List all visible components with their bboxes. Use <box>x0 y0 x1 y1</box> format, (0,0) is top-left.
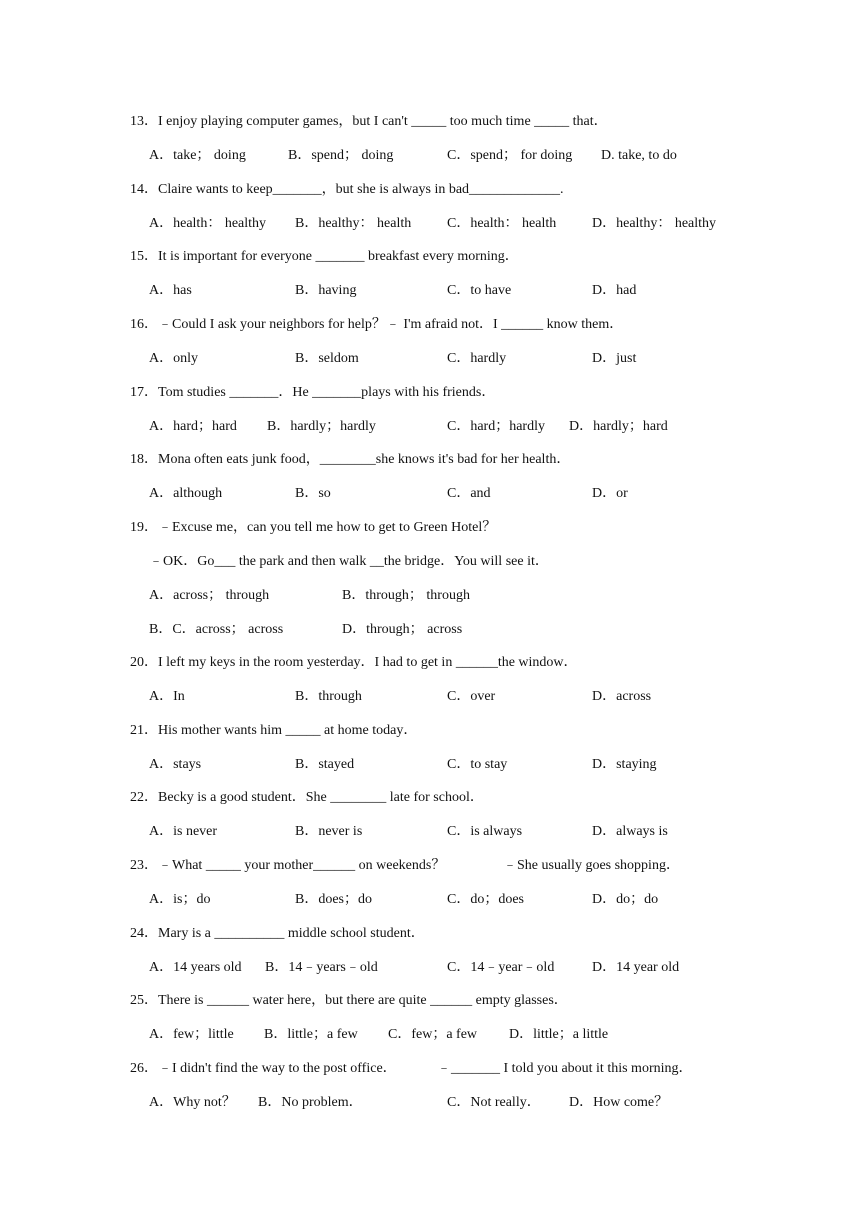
option-b: B．stayed <box>295 757 355 772</box>
question-18-stem: 18．Mona often eats junk food，________she knows it's bad for her health． <box>130 452 571 467</box>
option-a: A．few；little <box>149 1027 234 1042</box>
option-c: C．14﹣year﹣old <box>447 960 555 975</box>
option-c: C．is always <box>447 824 523 839</box>
option-a: A．is；do <box>149 892 211 907</box>
option-b: B．through <box>295 689 362 704</box>
option-d: D．14 year old <box>592 960 680 975</box>
option-b: B．having <box>295 283 357 298</box>
question-26-reply: ﹣_______ I told you about it this morning． <box>437 1061 693 1076</box>
option-c: C．over <box>447 689 496 704</box>
option-a: A．stays <box>149 757 202 772</box>
question-19-stem-reply: ﹣OK．Go___ the park and then walk __the bridge．You will see it． <box>149 554 549 569</box>
option-c: C．health： health <box>447 216 557 231</box>
option-b: B．healthy： health <box>295 216 412 231</box>
option-d: D．healthy： healthy <box>592 216 717 231</box>
option-b: B．spend； doing <box>288 148 394 163</box>
question-25-stem: 25．There is ______ water here，but there are quite ______ empty glasses． <box>130 993 568 1008</box>
question-23-stem: 23．﹣What _____ your mother______ on weekends？ <box>130 858 446 873</box>
option-c: C．hard；hardly <box>447 419 545 434</box>
question-19-stem: 19．﹣Excuse me，can you tell me how to get to Green Hotel？ <box>130 520 497 535</box>
option-d: D．do；do <box>592 892 659 907</box>
option-d: D．had <box>592 283 637 298</box>
option-a: A．hard；hard <box>149 419 237 434</box>
option-b: B．never is <box>295 824 363 839</box>
option-b: B．through； through <box>342 588 470 603</box>
option-d: D．How come？ <box>569 1095 669 1110</box>
option-d: D. take, to do <box>601 148 677 163</box>
question-20-stem: 20．I left my keys in the room yesterday．I had to get in ______the window． <box>130 655 578 670</box>
option-b: B．little；a few <box>264 1027 358 1042</box>
question-24-stem: 24．Mary is a __________ middle school student． <box>130 926 425 941</box>
option-a: A．14 years old <box>149 960 242 975</box>
option-d: D．always is <box>592 824 668 839</box>
question-21-stem: 21．His mother wants him _____ at home today． <box>130 723 418 738</box>
option-a: A．Why not？ <box>149 1095 236 1110</box>
option-a: A．health： healthy <box>149 216 267 231</box>
option-a: A．take； doing <box>149 148 246 163</box>
option-d: D．staying <box>592 757 657 772</box>
option-c: C．to have <box>447 283 512 298</box>
question-17-stem: 17．Tom studies _______．He _______plays with his friends． <box>130 385 496 400</box>
option-c: B．C．across； across <box>149 622 284 637</box>
question-14-stem: 14．Claire wants to keep_______，but she is always in bad_____________. <box>130 182 564 197</box>
option-c: C．to stay <box>447 757 508 772</box>
option-a: A．across； through <box>149 588 270 603</box>
question-15-stem: 15．It is important for everyone _______ breakfast every morning． <box>130 249 519 264</box>
option-a: A．has <box>149 283 192 298</box>
option-d: D．or <box>592 486 628 501</box>
option-d: D．across <box>592 689 652 704</box>
option-c: C．spend； for doing <box>447 148 573 163</box>
option-b: B．does；do <box>295 892 372 907</box>
question-13-stem: 13．I enjoy playing computer games，but I can't _____ too much time _____ that． <box>130 114 608 129</box>
question-22-stem: 22．Becky is a good student．She ________ late for school． <box>130 790 484 805</box>
option-a: A．only <box>149 351 198 366</box>
option-c: C．do；does <box>447 892 524 907</box>
option-a: A．although <box>149 486 223 501</box>
option-a: A．In <box>149 689 185 704</box>
question-23-reply: ﹣She usually goes shopping． <box>503 858 680 873</box>
option-a: A．is never <box>149 824 218 839</box>
option-b: B．seldom <box>295 351 359 366</box>
option-b: B．hardly；hardly <box>267 419 376 434</box>
option-d: D．just <box>592 351 637 366</box>
option-b: B．14﹣years﹣old <box>265 960 378 975</box>
option-c: C．Not really． <box>447 1095 541 1110</box>
option-d: D．hardly；hard <box>569 419 668 434</box>
option-d: D．through； across <box>342 622 463 637</box>
option-c: C．hardly <box>447 351 507 366</box>
option-c: C．and <box>447 486 491 501</box>
question-16-stem: 16．﹣Could I ask your neighbors for help？﹣ I'm afraid not．I ______ know them． <box>130 317 624 332</box>
option-b: B．No problem． <box>258 1095 363 1110</box>
question-26-stem: 26．﹣I didn't find the way to the post office． <box>130 1061 397 1076</box>
option-c: C．few；a few <box>388 1027 478 1042</box>
option-b: B．so <box>295 486 331 501</box>
option-d: D．little；a little <box>509 1027 609 1042</box>
